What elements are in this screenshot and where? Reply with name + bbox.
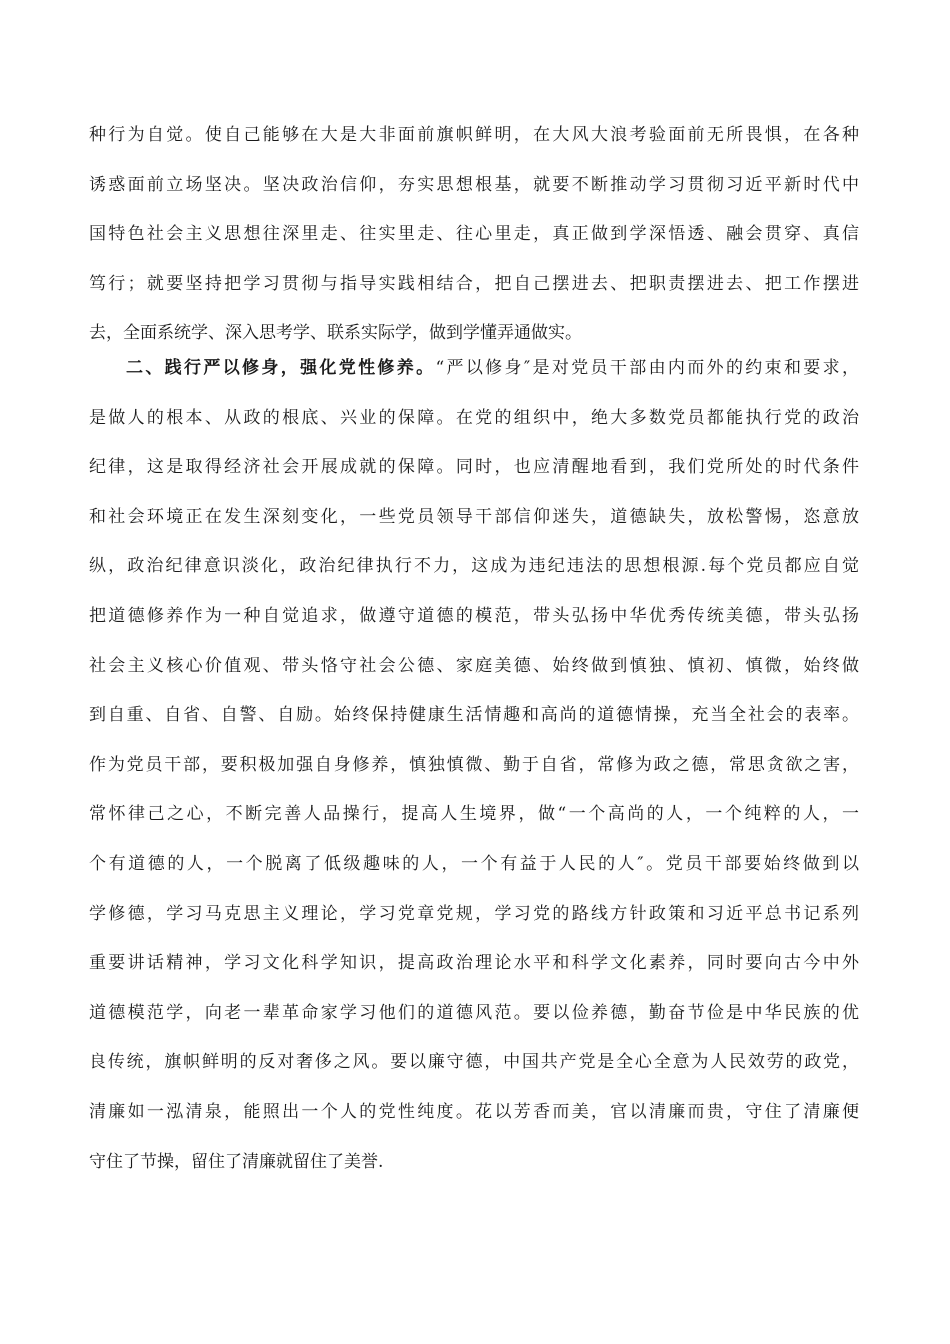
- text-line: 到自重、自省、自警、自励。始终保持健康生活情趣和高尚的道德情操，充当全社会的表率。: [89, 705, 859, 726]
- text-line: 个有道德的人，一个脱离了低级趣味的人，一个有益于人民的人″。党员干部要始终做到以: [89, 853, 859, 874]
- text-line: 守住了节操，留住了清廉就留住了美誉.: [89, 1151, 384, 1172]
- heading-line: [89, 344, 859, 394]
- paragraph-2: [89, 344, 859, 1187]
- text-line: 纪律，这是取得经济社会开展成就的保障。同时，也应清醒地看到，我们党所处的时代条件: [89, 457, 859, 478]
- paragraph-1: [89, 111, 859, 359]
- section-heading: 二、践行严以修身，强化党性修养。: [126, 358, 436, 378]
- text-line: 国特色社会主义思想往深里走、往实里走、往心里走，真正做到学深悟透、融会贯穿、真信: [89, 224, 859, 245]
- text-line: 学修德，学习马克思主义理论，学习党章党规，学习党的路线方针政策和习近平总书记系列: [89, 903, 859, 924]
- text-line: 是做人的根本、从政的根底、兴业的保障。在党的组织中，绝大多数党员都能执行党的政治: [89, 407, 859, 428]
- text-line: 去，全面系统学、深入思考学、联系实际学，做到学懂弄通做实。: [89, 323, 582, 344]
- text-line: 和社会环境正在发生深刻变化，一些党员领导干部信仰迷失，道德缺失，放松警惕，恣意放: [89, 506, 859, 527]
- text-line: 把道德修养作为一种自觉追求，做遵守道德的模范，带头弘扬中华优秀传统美德，带头弘扬: [89, 605, 859, 626]
- text-line: 道德模范学，向老一辈革命家学习他们的道德风范。要以俭养德，勤奋节俭是中华民族的优: [89, 1002, 859, 1023]
- text-line: 常怀律己之心，不断完善人品操行，提高人生境界，做“一个高尚的人，一个纯粹的人，一: [89, 804, 859, 825]
- heading-line-text: “严以修身″是对党员干部由内而外的约束和要求，: [435, 358, 859, 378]
- text-line: 笃行；就要坚持把学习贯彻与指导实践相结合，把自己摆进去、把职责摆进去、把工作摆进: [89, 273, 859, 294]
- text-line: 纵，政治纪律意识淡化，政治纪律执行不力，这成为违纪违法的思想根源.每个党员都应自觉: [89, 556, 859, 577]
- text-line: 诱惑面前立场坚决。坚决政治信仰，夯实思想根基，就要不断推动学习贯彻习近平新时代中: [89, 174, 859, 195]
- text-line: 种行为自觉。使自己能够在大是大非面前旗帜鲜明，在大风大浪考验面前无所畏惧，在各种: [89, 125, 859, 145]
- text-line: 社会主义核心价值观、带头恪守社会公德、家庭美德、始终做到慎独、慎初、慎微，始终做: [89, 655, 859, 676]
- text-line: 良传统，旗帜鲜明的反对奢侈之风。要以廉守德，中国共产党是全心全意为人民效劳的政党，: [89, 1052, 859, 1073]
- text-line: 清廉如一泓清泉，能照出一个人的党性纯度。花以芳香而美，官以清廉而贵，守住了清廉便: [89, 1101, 859, 1122]
- text-line: 作为党员干部，要积极加强自身修养，慎独慎微、勤于自省，常修为政之德，常思贪欲之害，: [89, 754, 859, 775]
- text-line: 重要讲话精神，学习文化科学知识，提高政治理论水平和科学文化素养，同时要向古今中外: [89, 953, 859, 974]
